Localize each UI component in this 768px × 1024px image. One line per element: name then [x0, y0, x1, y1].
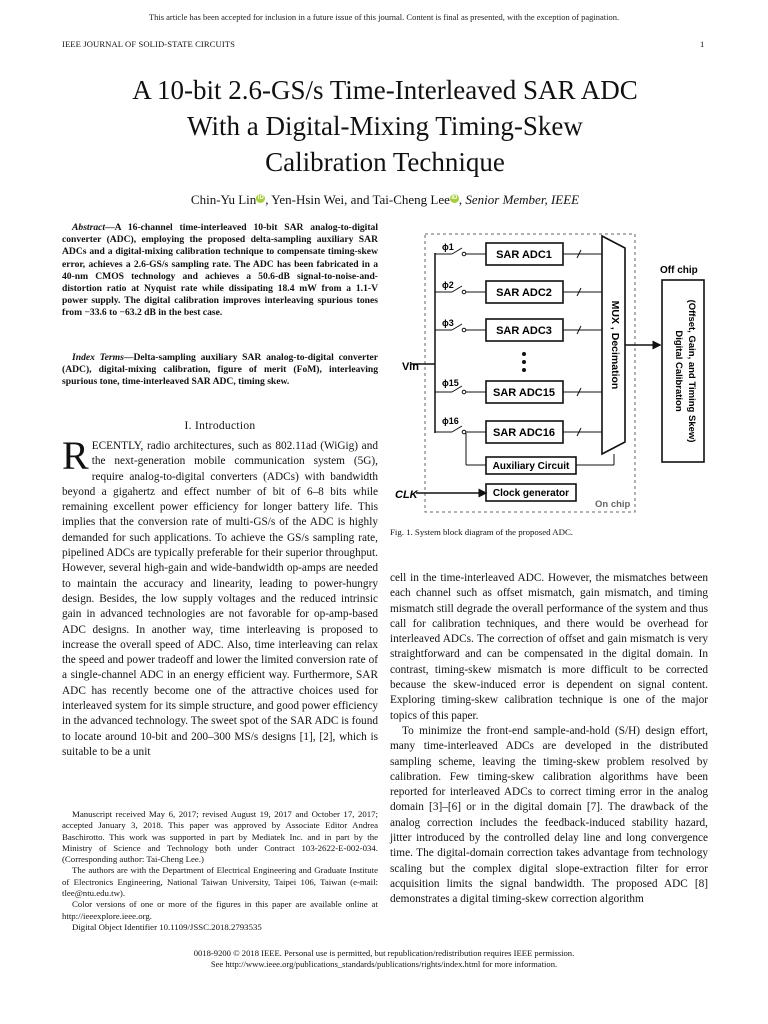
mux-label: MUX , Decimation [609, 300, 621, 390]
vin-label: Vin [402, 361, 419, 373]
sar-adc-2-label: SAR ADC2 [496, 287, 552, 299]
phi-2-label: ϕ2 [442, 280, 454, 290]
clk-label: CLK [395, 489, 418, 501]
phi-1-label: ϕ1 [442, 242, 454, 252]
footnote-color: Color versions of one or more of the figures in this paper are available online at http://ieeexplore.ieee.org. [62, 899, 378, 921]
phi-16-label: ϕ16 [442, 416, 459, 426]
phi-15-label: ϕ15 [442, 378, 459, 388]
rights-link-line: See http://www.ieee.org/publications_standards/publications/rights/index.html for more information. [210, 959, 558, 969]
copyright-footer [0, 948, 768, 970]
ellipsis-dot [522, 368, 526, 372]
copyright-line: 0018-9200 © 2018 IEEE. Personal use is permitted, but republication/redistribution requires IEEE permission. [193, 948, 575, 958]
channel-15 [435, 378, 602, 403]
sar-adc-3-label: SAR ADC3 [496, 325, 552, 337]
channel-16 [435, 416, 602, 443]
channel-2 [435, 280, 602, 303]
sar-adc-1-label: SAR ADC1 [496, 249, 552, 261]
sar-adc-16-label: SAR ADC16 [493, 427, 555, 439]
paragraph: cell in the time-interleaved ADC. However, the mismatches between each channel such as offset mismatch, gain mismatch, and timing mismatch still degrade the overall performance of the system and thus call for calibration techniques, and there would be overhead for interleaved ADCs. The correction of offset and gain mismatch is very straightforward and can be compensated in the digital domain. In contrast, timing-skew mismatch is more difficult to be corrected because the skew-induced error is dependent on signal content. Exploring timing-skew calibration technique is one of the major topics of this paper. [390, 572, 708, 722]
right-column-text [390, 571, 708, 908]
footnotes [62, 809, 378, 933]
orcid-icon[interactable]: iD [257, 194, 264, 201]
abstract-label: Abstract [72, 222, 106, 233]
author-separator: , [458, 192, 466, 207]
phi-3-label: ϕ3 [442, 318, 454, 328]
clock-generator-label: Clock generator [492, 488, 570, 499]
index-terms [62, 352, 378, 389]
running-header: IEEE JOURNAL OF SOLID-STATE CIRCUITS [62, 39, 236, 49]
index-terms-label: Index Terms [72, 352, 124, 363]
acceptance-notice: This article has been accepted for inclusion in a future issue of this journal. Content is final as presented, with the exception of pagination. [148, 12, 620, 22]
channel-1 [435, 242, 602, 265]
figure-caption: Fig. 1. System block diagram of the proposed ADC. [390, 527, 574, 537]
page-number: 1 [700, 39, 705, 49]
block-diagram [390, 228, 710, 520]
ellipsis-dot [522, 360, 526, 364]
paper-title [60, 72, 710, 180]
channel-3 [435, 318, 602, 341]
auxiliary-circuit-label: Auxiliary Circuit [492, 461, 570, 472]
footnote-affiliation: The authors are with the Department of Electrical Engineering and Graduate Institute of Electronics Engineering, National Taiwan University, Taipei 106, Taiwan (e-mail: tlee@ntu.edu.tw). [62, 865, 378, 899]
section-heading: I. Introduction [184, 420, 256, 432]
calibration-label-1: Digital Calibration [673, 330, 684, 412]
intro-body: ECENTLY, radio architectures, such as 802.11ad (WiGig) and the next-generation mobile communication system (5G), require analog-to-digital converters (ADCs) with bandwidth beyond a gigahertz and effect number of bit of 6–8 bits while remaining excellent power efficiency for longer battery life. This implies that the conversion rate of multi-GS/s of the ADC is highly demanded for such applications. To achieve the GS/s sampling rate, pipelined ADCs are typically preferable for their superior throughput. However, several high-gain and wide-bandwidth op-amps are needed to maintain the accuracy and linearity, leading to power-hungry design. Besides, the low supply voltages and the reduced intrinsic gain in advanced technologies are not favorable for op-amp-based ADC designs. In another way, time interleaving is proposed to increase the overall speed of ADC. Also, time interleaving can relax the speed and power tradeoff and lower the limited conversion rate of a single-channel ADC in an energy efficient way. Furthermore, SAR ADC has recently become one of the attractive choices used for interleaved system for its simple structure, and good power efficiency in the advanced technology. The sweet spot of the SAR ADC is found to locate around 10-bit and 200–300 MS/s designs [1], [2], which is suitable to be a unit [62, 440, 378, 758]
on-chip-label: On chip [595, 499, 631, 510]
member-grade: Senior Member, IEEE [465, 192, 580, 207]
title-line-3: Calibration Technique [265, 147, 505, 177]
footnote-manuscript: Manuscript received May 6, 2017; revised August 19, 2017 and October 17, 2017; accepted January 3, 2018. This paper was approved by Associate Editor Andrea Baschirotto. This work was supported in part by Mediatek Inc. and in part by the Ministry of Science and Technology both under Contract 103-2622-E-002-034. (Corresponding author: Tai-Cheng Lee.) [62, 809, 378, 865]
introduction-text [62, 433, 378, 760]
author-1: Chin-Yu Lin [190, 192, 257, 207]
calibration-label-2: (Offset, Gain, and Timing Skew) [686, 299, 697, 443]
abstract-text: —A 16-channel time-interleaved 10-bit SAR analog-to-digital converter (ADC), employing the proposed delta-sampling auxiliary SAR ADCs and a digital-mixing calibration technique to compensate timing-skew error, achieves a 2.6-GS/s sampling rate. The ADC has been fabricated in a 40-nm CMOS technology and achieves a 50.6-dB signal-to-noise-and-distortion ratio at Nyquist rate while dissipating 18.4 mW from a 1.1-V power supply. The digital calibration improves interleaving spurious tones from −33.6 to −63.2 dB in the best case. [62, 222, 378, 319]
author-line [60, 192, 710, 208]
title-line-2: With a Digital-Mixing Timing-Skew [187, 111, 583, 141]
paragraph: To minimize the front-end sample-and-hold (S/H) design effort, many time-interleaved ADCs are developed in the distributed sampling scheme, leaving the timing-skew problem resolved by calibration. Few timing-skew calibration algorithms have been reported for interleaved ADCs to correct timing error in the analog domain [3]–[6] or in the digital domain [7]. The drawback of the analog correction includes the feedback-induced stability hazard, jitter introduced by the controlled delay line and long convergence time. The digital-domain correction takes advantage from technology scaling but the complex digital slope-extraction filter for error acquisition limits the signal bandwidth. The proposed ADC [8] demonstrates a digital timing-skew correction algorithm [390, 724, 708, 906]
footnote-doi: Digital Object Identifier 10.1109/JSSC.2018.2793535 [72, 921, 262, 932]
ellipsis-dot [522, 352, 526, 356]
abstract [62, 222, 378, 320]
orcid-icon[interactable]: iD [451, 194, 458, 201]
title-line-1: A 10-bit 2.6-GS/s Time-Interleaved SAR ADC [132, 75, 638, 105]
sar-adc-15-label: SAR ADC15 [493, 387, 555, 399]
index-terms-text: —Delta-sampling auxiliary SAR analog-to-digital converter (ADC), digital-mixing calibration, figure of merit (FoM), interleaving spurious tone, time-interleaved SAR ADC, timing skew. [62, 352, 378, 388]
drop-cap: R [62, 433, 89, 478]
authors-rest: , Yen-Hsin Wei, and Tai-Cheng Lee [265, 192, 450, 207]
off-chip-label: Off chip [660, 265, 698, 276]
